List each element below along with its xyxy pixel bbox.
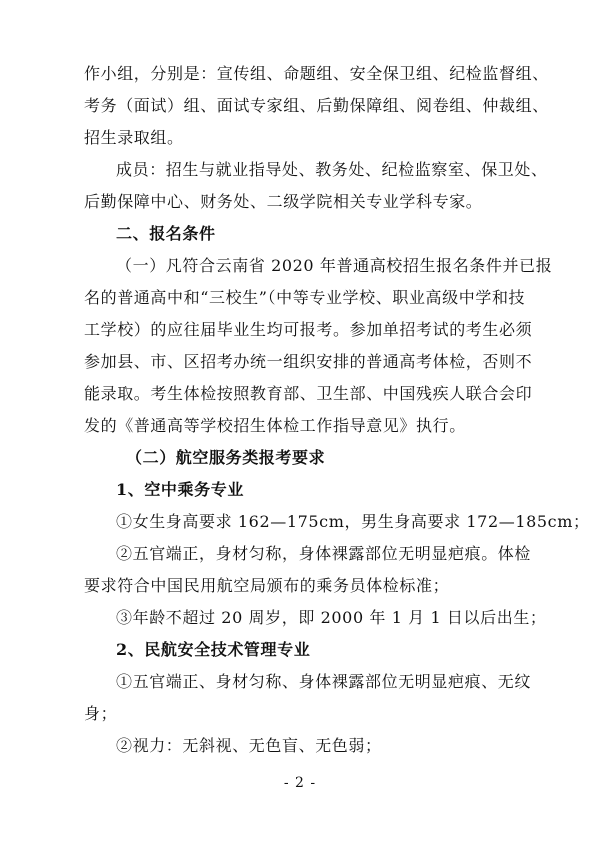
paragraph-line: 要求符合中国民用航空局颁布的乘务员体检标准； — [84, 576, 450, 595]
paragraph-line: ②视力：无斜视、无色盲、无色弱； — [116, 736, 382, 755]
paragraph-line: ②五官端正，身材匀称，身体裸露部位无明显疤痕。体检 — [116, 544, 532, 563]
item-heading: 1、空中乘务专业 — [116, 480, 244, 499]
paragraph-line: 招生录取组。 — [84, 128, 184, 147]
paragraph-line: 成员：招生与就业指导处、教务处、纪检监察室、保卫处、 — [116, 160, 548, 179]
paragraph-line: 工学校）的应往届毕业生均可报考。参加单招考试的考生必须 — [84, 320, 533, 339]
page-number: - 2 - — [283, 775, 317, 791]
item-heading: 2、民航安全技术管理专业 — [116, 640, 311, 659]
paragraph-line: （一）凡符合云南省 2020 年普通高校招生报名条件并已报 — [116, 256, 553, 275]
paragraph-line: 能录取。考生体检按照教育部、卫生部、中国残疾人联合会印 — [84, 384, 533, 403]
section-heading: 二、报名条件 — [116, 224, 216, 243]
paragraph-line: ③年龄不超过 20 周岁，即 2000 年 1 月 1 日以后出生； — [116, 608, 547, 627]
paragraph-line: 考务（面试）组、面试专家组、后勤保障组、阅卷组、仲裁组、 — [84, 96, 549, 115]
paragraph-line: 作小组，分别是：宣传组、命题组、安全保卫组、纪检监督组、 — [84, 64, 549, 83]
paragraph-line: ①女生身高要求 162—175cm，男生身高要求 172—185cm； — [116, 512, 590, 531]
paragraph-line: 名的普通高中和“三校生”（中等专业学校、职业高级中学和技 — [84, 288, 526, 307]
paragraph-line: 身； — [84, 704, 118, 723]
paragraph-line: 后勤保障中心、财务处、二级学院相关专业学科专家。 — [84, 192, 483, 211]
paragraph-line: 参加县、市、区招考办统一组织安排的普通高考体检，否则不 — [84, 352, 533, 371]
subsection-heading: （二）航空服务类报考要求 — [126, 448, 326, 467]
paragraph-line: ①五官端正、身材匀称、身体裸露部位无明显疤痕、无纹 — [116, 672, 532, 691]
paragraph-line: 发的《普通高等学校招生体检工作指导意见》执行。 — [84, 416, 466, 435]
